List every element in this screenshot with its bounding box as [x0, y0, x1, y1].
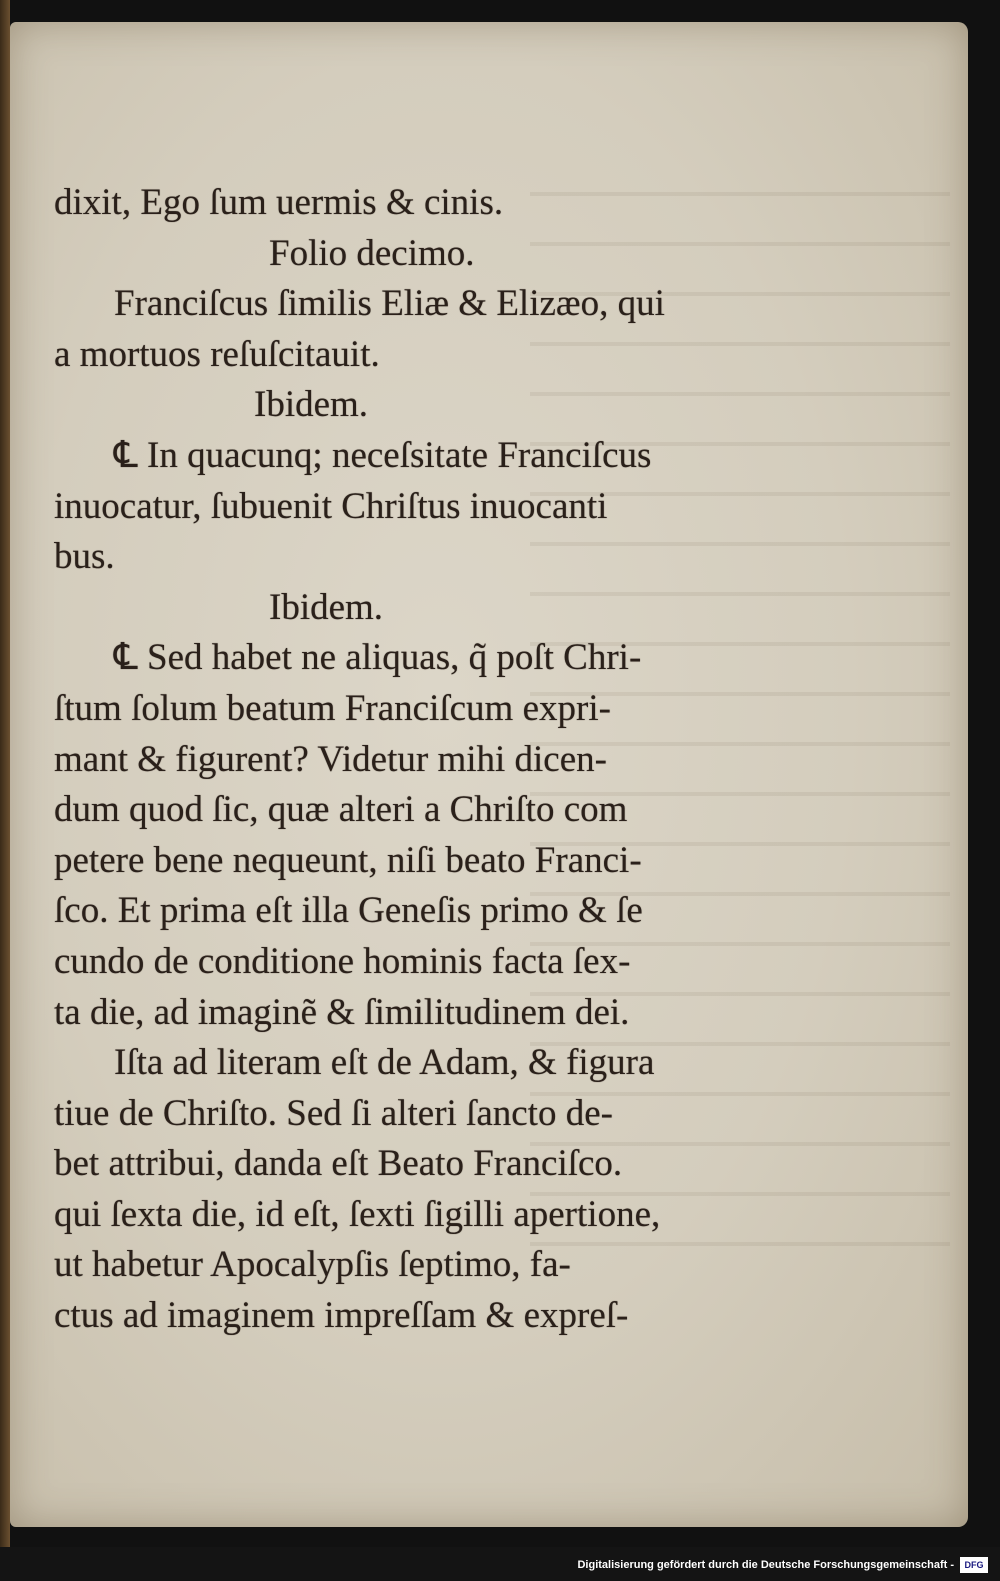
text-line: ℄ In quacunq; neceſsitate Franciſcus [114, 434, 652, 476]
text-line: dixit, Ego ſum uermis & cinis. [54, 182, 504, 223]
text-line: petere bene nequeunt, niſi beato Franci- [54, 839, 642, 881]
text-line: tiue de Chriſto. Sed ſi alteri ſancto de- [54, 1092, 613, 1134]
text-line: ctus ad imaginem impreſſam & expreſ- [54, 1295, 629, 1337]
section-heading: Folio decimo. [269, 232, 475, 274]
text-line: ut habetur Apocalypſis ſeptimo, fa- [54, 1244, 571, 1286]
text-line: bet attribui, danda eſt Beato Franciſco. [54, 1143, 623, 1185]
text-line: a mortuos reſuſcitauit. [54, 333, 380, 375]
text-line: Iſta ad literam eſt de Adam, & figura [114, 1042, 655, 1084]
text-line: bus. [54, 536, 115, 578]
dfg-logo: DFG [960, 1557, 988, 1573]
footer-bar [0, 1547, 1000, 1581]
book-spine [0, 0, 10, 1581]
text-line: ſtum ſolum beatum Franciſcum expri- [54, 687, 611, 729]
page-text [54, 178, 734, 1342]
text-line: ℄ Sed habet ne aliquas, q̃ poſt Chri- [114, 637, 642, 679]
text-line: ta die, ad imaginẽ & ſimilitudinem dei. [54, 991, 630, 1033]
section-heading: Ibidem. [254, 384, 369, 426]
funding-credit: Digitalisierung gefördert durch die Deutsche Forschungsgemeinschaft - [577, 1559, 954, 1571]
text-line: dum quod ſic, quæ alteri a Chriſto com [54, 789, 628, 831]
text-line: cundo de conditione hominis facta ſex- [54, 940, 631, 982]
text-line: Franciſcus ſimilis Eliæ & Elizæo, qui [114, 283, 665, 325]
text-line: qui ſexta die, id eſt, ſexti ſigilli apertione, [54, 1193, 661, 1235]
text-line: inuocatur, ſubuenit Chriſtus inuocanti [54, 485, 608, 527]
text-line: mant & figurent? Videtur mihi dicen- [54, 738, 607, 780]
section-heading: Ibidem. [269, 586, 384, 628]
text-line: ſco. Et prima eſt illa Geneſis primo & ſe [54, 890, 643, 932]
